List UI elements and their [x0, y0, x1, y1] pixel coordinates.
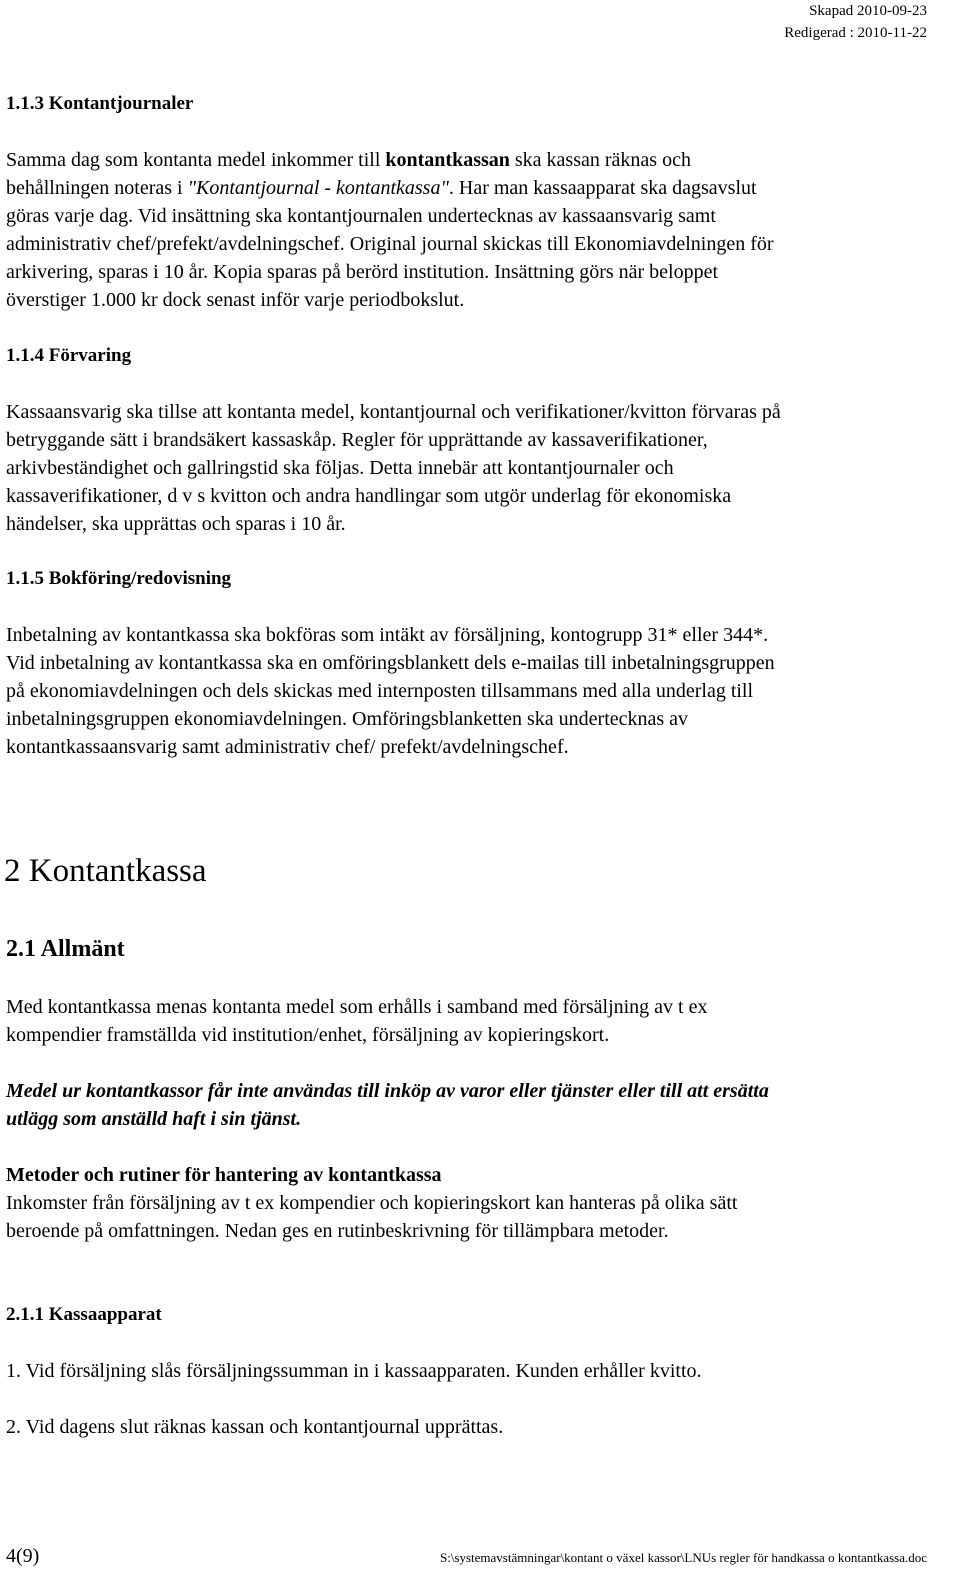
- text-line: arkivbeständighet och gallringstid ska följas. Detta innebär att kontantjournaler och: [6, 457, 674, 479]
- text-line: Med kontantkassa menas kontanta medel som erhålls i samband med försäljning av t ex: [6, 996, 708, 1018]
- section-heading-1-1-5: 1.1.5 Bokföring/redovisning: [6, 568, 232, 589]
- section-heading-1-1-3: 1.1.3 Kontantjournaler: [6, 93, 194, 114]
- section-1-1-4-body: [6, 398, 956, 538]
- italic-term: "Kontantjournal - kontantkassa": [187, 177, 449, 199]
- page-number: 4(9): [6, 1545, 40, 1567]
- text-span: . Har man kassaapparat ska dagsavslut: [448, 177, 757, 199]
- text-line: på ekonomiavdelningen och dels skickas med internposten tillsammans med alla underlag till: [6, 680, 754, 702]
- text-line: Kassaansvarig ska tillse att kontanta medel, kontantjournal och verifikationer/kvitton förvaras på: [6, 401, 781, 423]
- section-heading-2-1-1: 2.1.1 Kassaapparat: [6, 1304, 162, 1325]
- section-heading-2-1: 2.1 Allmänt: [6, 936, 125, 962]
- text-line: beroende på omfattningen. Nedan ges en rutinbeskrivning för tillämpbara metoder.: [6, 1220, 669, 1242]
- bold-term: kontantkassan: [385, 149, 510, 171]
- text-line: kompendier framställda vid institution/enhet, försäljning av kopieringskort.: [6, 1024, 610, 1046]
- text-span: ska kassan räknas och: [509, 149, 691, 171]
- section-1-1-5-body: [6, 621, 956, 761]
- list-item-1: 1. Vid försäljning slås försäljningssumman in i kassaapparaten. Kunden erhåller kvitto.: [6, 1360, 702, 1382]
- text-line: [6, 174, 956, 202]
- text-line: göras varje dag. Vid insättning ska kontantjournalen undertecknas av kassaansvarig samt: [6, 205, 716, 227]
- text-span: behållningen noteras i: [6, 177, 188, 199]
- section-2-1-intro: [6, 993, 956, 1049]
- section-1-1-3-body: [6, 146, 956, 314]
- section-2-1-methods: [6, 1161, 956, 1245]
- text-line: arkivering, sparas i 10 år. Kopia sparas på berörd institution. Insättning görs när beloppet: [6, 261, 719, 283]
- list-item-2: 2. Vid dagens slut räknas kassan och kontantjournal upprättas.: [6, 1416, 504, 1438]
- edited-date: Redigerad : 2010-11-22: [784, 25, 927, 41]
- text-line: betryggande sätt i brandsäkert kassaskåp. Regler för upprättande av kassaverifikationer,: [6, 429, 708, 451]
- text-line: [6, 146, 956, 174]
- chapter-heading-2: 2 Kontantkassa: [4, 853, 207, 889]
- text-span: Samma dag som kontanta medel inkommer till: [6, 149, 386, 171]
- text-line: Medel ur kontantkassor får inte användas till inköp av varor eller tjänster eller till att ersätta: [6, 1080, 769, 1102]
- text-line: kassaverifikationer, d v s kvitton och andra handlingar som utgör underlag för ekonomiska: [6, 485, 732, 507]
- section-heading-1-1-4: 1.1.4 Förvaring: [6, 345, 132, 366]
- text-line: händelser, ska upprättas och sparas i 10 år.: [6, 513, 346, 535]
- document-header: [784, 0, 927, 44]
- text-line: administrativ chef/prefekt/avdelningschef. Original journal skickas till Ekonomiavdelningen för: [6, 233, 774, 255]
- text-line: överstiger 1.000 kr dock senast inför varje periodbokslut.: [6, 289, 465, 311]
- text-line: Inkomster från försäljning av t ex kompendier och kopieringskort kan hanteras på olika sätt: [6, 1192, 738, 1214]
- text-line: kontantkassaansvarig samt administrativ chef/ prefekt/avdelningschef.: [6, 736, 569, 758]
- text-line: Inbetalning av kontantkassa ska bokföras som intäkt av försäljning, kontogrupp 31* eller 344*.: [6, 624, 769, 646]
- created-date: Skapad 2010-09-23: [809, 3, 927, 19]
- text-line: Vid inbetalning av kontantkassa ska en omföringsblankett dels e-mailas till inbetalningsgruppen: [6, 652, 775, 674]
- section-2-1-rule: [6, 1077, 956, 1133]
- file-path: S:\systemavstämningar\kontant o växel kassor\LNUs regler för handkassa o kontantkassa.doc: [439, 1550, 927, 1565]
- methods-title: Metoder och rutiner för hantering av kontantkassa: [6, 1164, 442, 1186]
- text-line: inbetalningsgruppen ekonomiavdelningen. Omföringsblanketten ska undertecknas av: [6, 708, 689, 730]
- text-line: utlägg som anställd haft i sin tjänst.: [6, 1108, 302, 1130]
